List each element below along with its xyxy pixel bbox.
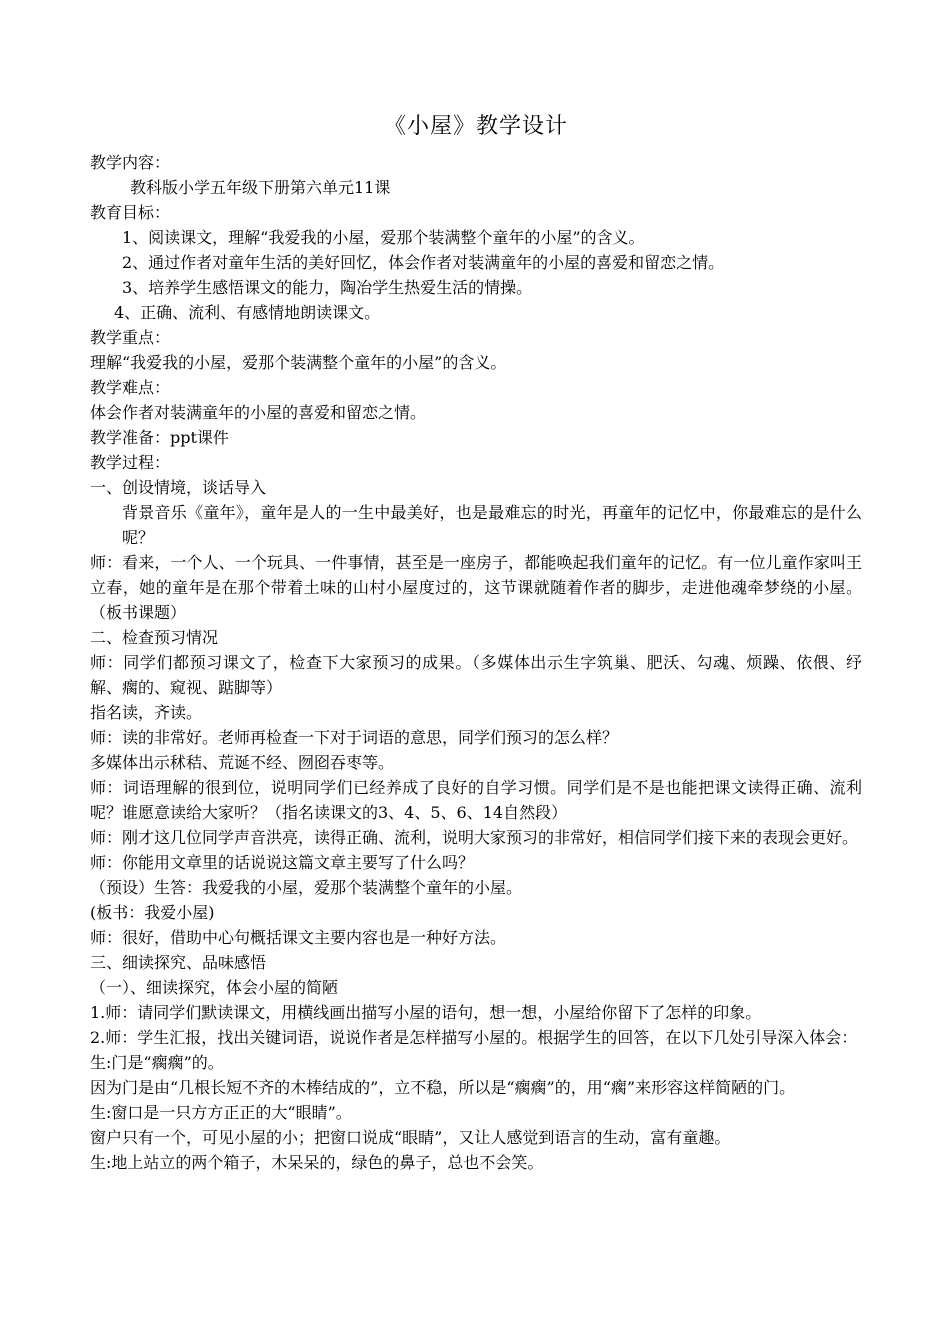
- paragraph: (板书：我爱小屋): [90, 903, 215, 922]
- goal-item: 3、培养学生感悟课文的能力，陶冶学生热爱生活的情操。: [122, 278, 533, 297]
- paragraph: 2.师：学生汇报，找出关键词语，说说作者是怎样描写小屋的。根据学生的回答，在以下几处引导深入体会：: [90, 1028, 858, 1047]
- step-heading: 一、创设情境，谈话导入: [90, 478, 267, 497]
- paragraph: 因为门是由“几根长短不齐的木棒结成的”，立不稳，所以是“瘸瘸”的，用“瘸”来形容这样简陋的门。: [90, 1078, 796, 1097]
- section-label-focus: 教学重点：: [90, 328, 171, 347]
- section-label-process: 教学过程：: [90, 453, 171, 472]
- paragraph: 师：很好，借助中心句概括课文主要内容也是一种好方法。: [90, 928, 507, 947]
- paragraph: 师：读的非常好。老师再检查一下对于词语的意思，同学们预习的怎么样？: [90, 728, 619, 747]
- section-label-difficulty: 教学难点：: [90, 378, 171, 397]
- focus-text: 理解“我爱我的小屋，爱那个装满整个童年的小屋”的含义。: [90, 353, 507, 372]
- step-heading: 三、细读探究、品味感悟: [90, 953, 267, 972]
- paragraph: 师：刚才这几位同学声音洪亮，读得正确、流利，说明大家预习的非常好，相信同学们接下来的表现会更好。: [90, 828, 859, 847]
- document-page: [90, 112, 862, 1175]
- paragraph: 多媒体出示秫秸、荒诞不经、囫囵吞枣等。: [90, 753, 395, 772]
- section-label-goals: 教育目标：: [90, 203, 171, 222]
- content-text: 教科版小学五年级下册第六单元11课: [130, 178, 391, 197]
- paragraph: 背景音乐《童年》，童年是人的一生中最美好，也是最难忘的时光，再童年的记忆中，你最难忘的是什么呢？: [122, 503, 862, 547]
- paragraph: 窗户只有一个，可见小屋的小；把窗口说成“眼睛”，又让人感觉到语言的生动，富有童趣。: [90, 1128, 731, 1147]
- paragraph: 生:地上站立的两个箱子，木呆呆的，绿色的鼻子，总也不会笑。: [90, 1153, 544, 1172]
- paragraph: 师：同学们都预习课文了，检查下大家预习的成果。（多媒体出示生字筑巢、肥沃、勾魂、烦躁、依偎、纾解、瘸的、窥视、踮脚等）: [90, 653, 862, 697]
- difficulty-text: 体会作者对装满童年的小屋的喜爱和留恋之情。: [90, 403, 427, 422]
- paragraph: 指名读，齐读。: [90, 703, 203, 722]
- paragraph: 生:门是“瘸瘸”的。: [90, 1053, 224, 1072]
- goal-item: 1、阅读课文，理解“我爱我的小屋，爱那个装满整个童年的小屋”的含义。: [122, 228, 645, 247]
- sub-heading: （一）、细读探究，体会小屋的简陋: [90, 978, 339, 997]
- paragraph: 1.师：请同学们默读课文，用横线画出描写小屋的语句，想一想，小屋给你留下了怎样的印象。: [90, 1003, 762, 1022]
- preparation-text: 教学准备：ppt课件: [90, 428, 229, 447]
- paragraph: 师：词语理解的很到位，说明同学们已经养成了良好的自学习惯。同学们是不是也能把课文读得正确、流利呢？谁愿意读给大家听？（指名读课文的3、4、5、6、14自然段）: [90, 778, 862, 822]
- paragraph: （预设）生答：我爱我的小屋，爱那个装满整个童年的小屋。: [90, 878, 523, 897]
- goal-item: 2、通过作者对童年生活的美好回忆，体会作者对装满童年的小屋的喜爱和留恋之情。: [122, 253, 725, 272]
- section-label-content: 教学内容：: [90, 153, 171, 172]
- paragraph: 生:窗口是一只方方正正的大“眼睛”。: [90, 1103, 352, 1122]
- paragraph: 师：你能用文章里的话说说这篇文章主要写了什么吗？: [90, 853, 475, 872]
- paragraph: 师：看来，一个人、一个玩具、一件事情，甚至是一座房子，都能唤起我们童年的记忆。有一位儿童作家叫王立春，她的童年是在那个带着土味的山村小屋度过的，这节课就随着作者的脚步，走进他魂牵梦绕的小屋。（板书课题）: [90, 553, 862, 622]
- step-heading: 二、检查预习情况: [90, 628, 219, 647]
- document-title: 《小屋》教学设计: [383, 114, 568, 139]
- goal-item: 4、正确、流利、有感情地朗读课文。: [114, 303, 381, 322]
